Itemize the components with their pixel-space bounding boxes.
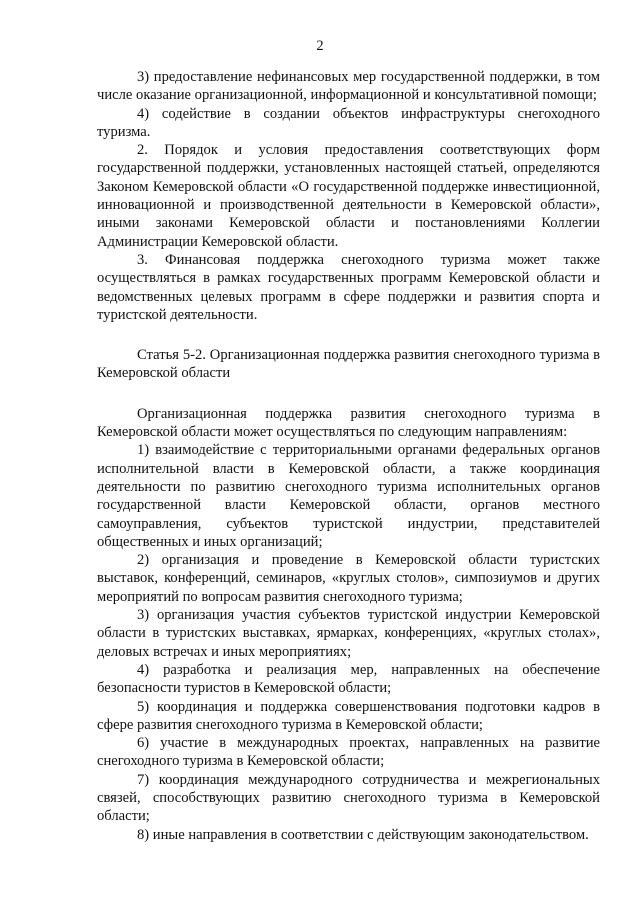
paragraph: 2. Порядок и условия предоставления соответствующих форм государственной поддержки, установленных настоящей статьей, определяются Законом Кемеровской области «О государственной поддержке инвестиционной, инновационной и производственной деятельности в Кемеровской области», иными законами Кемеровской области и постановлениями Коллегии Администрации Кемеровской области. <box>97 142 600 250</box>
article-title: Статья 5-2. Организационная поддержка развития снегоходного туризма в Кемеровской области <box>97 347 600 382</box>
list-item: 4) разработка и реализация мер, направленных на обеспечение безопасности туристов в Кемеровской области; <box>97 661 600 697</box>
list-item: 5) координация и поддержка совершенствования подготовки кадров в сфере развития снегоходного туризма в Кемеровской области; <box>97 698 600 733</box>
paragraph: 3) предоставление нефинансовых мер государственной поддержки, в том числе оказание организационной, информационной и консультативной помощи; <box>97 69 600 104</box>
list-item: 2) организация и проведение в Кемеровской области туристских выставок, конференций, семинаров, «круглых столов», симпозиумов и других мероприятий по вопросам развития снегоходного туризма; <box>97 552 600 605</box>
paragraph: Организационная поддержка развития снегоходного туризма в Кемеровской области может осуществляться по следующим направлениям: <box>97 405 600 441</box>
spacer <box>97 383 600 405</box>
list-item: 6) участие в международных проектах, направленных на развитие снегоходного туризма в Кемеровской области; <box>97 735 600 770</box>
list-item: 7) координация международного сотрудничества и межрегиональных связей, способствующих развитию снегоходного туризма в Кемеровской области; <box>97 771 600 825</box>
page-number: 2 <box>316 38 324 54</box>
list-item: 1) взаимодействие с территориальными органами федеральных органов исполнительной власти в Кемеровской области, а также координация деятельности по развитию снегоходного туризма исполнительных органов государственной власти Кемеровской области, органов местного самоуправления, субъектов туристской индустрии, представителей общественных и иных организаций; <box>97 442 600 550</box>
spacer <box>97 324 600 346</box>
list-item: 3) организация участия субъектов туристской индустрии Кемеровской области в туристских выставках, ярмарках, конференциях, «круглых столах», деловых встречах и иных мероприятиях; <box>97 607 600 660</box>
paragraph: 4) содействие в создании объектов инфраструктуры снегоходного туризма. <box>97 105 600 140</box>
document-body <box>97 68 600 844</box>
paragraph: 3. Финансовая поддержка снегоходного туризма может также осуществляться в рамках государственных программ Кемеровской области и ведомственных целевых программ в сфере поддержки и развития спорта и туристской деятельности. <box>97 251 600 323</box>
list-item: 8) иные направления в соответствии с действующим законодательством. <box>137 826 589 843</box>
